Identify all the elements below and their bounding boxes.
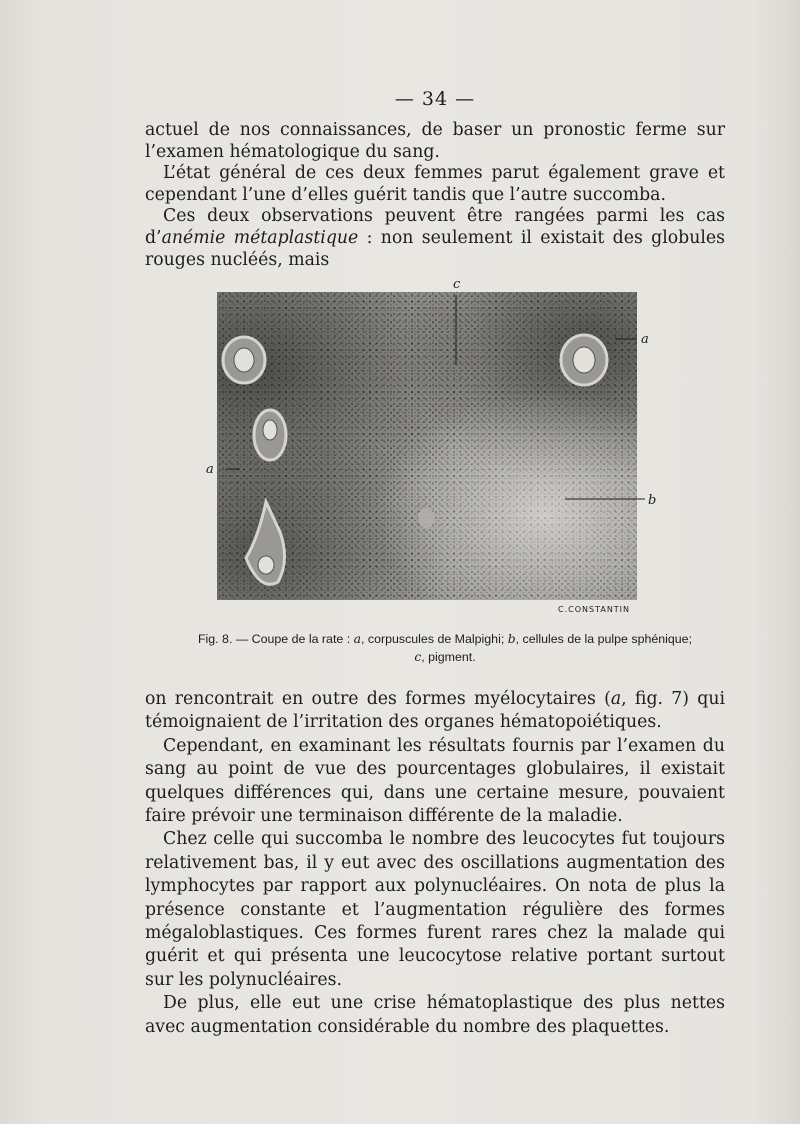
label-c: c (453, 277, 461, 292)
paragraph-3-start: Ces deux observations peuvent être rangées parmi les cas d’ (145, 206, 725, 248)
label-a-right: a (641, 332, 649, 347)
caption-a-letter: a (353, 631, 362, 646)
caption-c-text: , pigment. (421, 650, 476, 664)
emphasis-anemie: anémie métaplastique (161, 227, 359, 248)
top-text-block (145, 120, 725, 271)
label-b: b (648, 493, 657, 508)
paragraph-4-emph: a (610, 689, 622, 709)
paragraph-4-end: , fig. 7) qui témoignaient de l’irritation des organes hématopoiétiques. (145, 689, 725, 733)
artist-signature: C.CONSTANTIN (558, 605, 631, 614)
malpighian-corpuscle-2 (254, 410, 286, 460)
caption-prefix: Fig. 8. — Coupe de la rate : (197, 632, 351, 646)
paragraph-4-start: on rencontrait en outre des formes myélocytaires ( (145, 689, 611, 709)
paragraph-7: De plus, elle eut une crise hématoplastique des plus nettes avec augmentation considérable du nombre des plaquettes. (145, 993, 725, 1037)
caption-b-letter: b (507, 631, 516, 646)
spleen-section-figure (200, 270, 670, 620)
figure-caption (175, 630, 715, 666)
page-number: — 34 — (394, 88, 476, 110)
bottom-text-block (145, 688, 725, 1039)
paragraph-3-end: : non seulement il existait des globules rouges nucléés, mais (145, 227, 725, 270)
malpighian-corpuscle-4 (561, 335, 607, 385)
caption-b-text: , cellules de la pulpe sphénique; (515, 632, 693, 646)
micrograph (217, 292, 637, 600)
malpighian-corpuscle-1 (223, 337, 265, 383)
paragraph-5: Cependant, en examinant les résultats fournis par l’examen du sang au point de vue des pourcentages globulaires, il existait quelques différences qui, dans une certaine mesure, pouvaient faire prévoir une terminaison différente de la maladie. (145, 735, 725, 827)
paragraph-1: actuel de nos connaissances, de baser un pronostic ferme sur l’examen hématologique du sang. (145, 120, 725, 162)
caption-a-text: , corpuscules de Malpighi; (361, 632, 505, 646)
paragraph-2: L’état général de ces deux femmes parut également grave et cependant l’une d’elles guérit tandis que l’autre succomba. (145, 163, 725, 205)
paragraph-6: Chez celle qui succomba le nombre des leucocytes fut toujours relativement bas, il y eut avec des oscillations augmentation des lymphocytes par rapport aux polynucléaires. On nota de plus la présence constante et l’augmentation régulière des formes mégaloblastiques. Ces formes furent rares chez la malade qui guérit et qui présenta une leucocytose relative portant surtout sur les polynucléaires. (145, 829, 725, 990)
paragraph-3 (145, 206, 725, 271)
label-a-left: a (206, 462, 214, 477)
paragraph-4 (145, 688, 725, 735)
caption-c-letter: c (414, 649, 422, 664)
